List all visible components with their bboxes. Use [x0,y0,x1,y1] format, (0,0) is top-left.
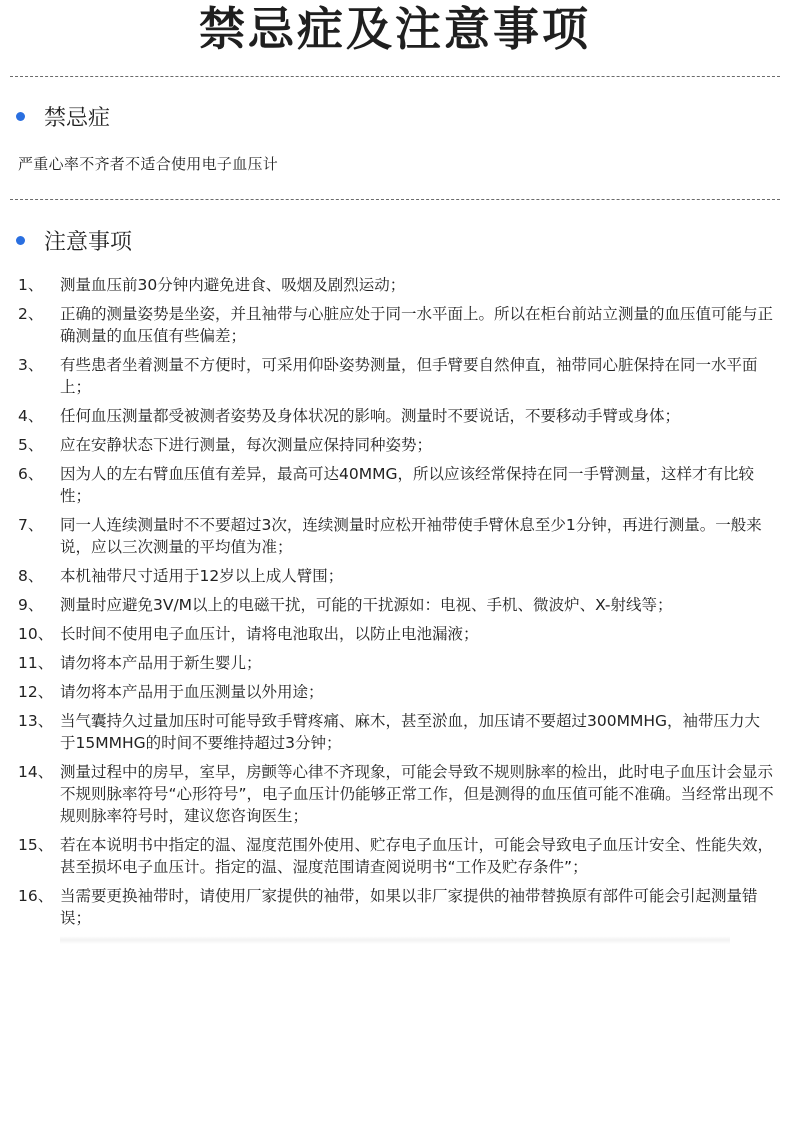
contraindications-text: 严重心率不齐者不适合使用电子血压计 [18,155,279,173]
contraindications-heading: 禁忌症 [44,106,111,131]
item-text: 长时间不使用电子血压计，请将电池取出，以防止电池漏液； [60,625,479,643]
item-text: 应在安静状态下进行测量，每次测量应保持同种姿势； [60,436,433,454]
divider [10,199,780,200]
item-number: 16、 [18,887,54,905]
faded-cutoff-line [60,936,730,944]
list-item [0,885,790,929]
item-number: 13、 [18,712,54,730]
item-text: 当需要更换袖带时，请使用厂家提供的袖带，如果以非厂家提供的袖带替换原有部件可能会引起测量错误； [60,887,758,927]
precautions-list [0,274,790,929]
page-title: 禁忌症及注意事项 [199,2,591,56]
precautions-heading: 注意事项 [44,230,133,255]
list-item [0,594,790,616]
item-text: 有些患者坐着测量不方便时，可采用仰卧姿势测量，但手臂要自然伸直，袖带同心脏保持在同一水平面上； [60,356,758,396]
item-number: 10、 [18,625,54,643]
list-item [0,405,790,427]
item-number: 2、 [18,305,44,323]
list-item [0,565,790,587]
item-text: 本机袖带尺寸适用于12岁以上成人臂围； [60,567,344,585]
list-item [0,834,790,878]
item-text: 当气囊持久过量加压时可能导致手臂疼痛、麻木，甚至淤血，加压请不要超过300MMHG，袖带压力大于15MMHG的时间不要维持超过3分钟； [60,712,761,752]
item-number: 4、 [18,407,44,425]
item-number: 7、 [18,516,44,534]
item-number: 11、 [18,654,54,672]
list-item [0,514,790,558]
item-text: 测量过程中的房早，室早，房颤等心律不齐现象，可能会导致不规则脉率的检出，此时电子血压计会显示不规则脉率符号“心形符号”，电子血压计仍能够正常工作，但是测得的血压值可能不准确。当经常出现不规则脉率符号时，建议您咨询医生； [60,763,774,825]
bullet-dot-icon [16,112,25,121]
item-number: 9、 [18,596,44,614]
list-item [0,761,790,827]
item-number: 5、 [18,436,44,454]
item-text: 测量血压前30分钟内避免进食、吸烟及剧烈运动； [60,276,406,294]
list-item [0,354,790,398]
item-text: 任何血压测量都受被测者姿势及身体状况的影响。测量时不要说话，不要移动手臂或身体； [60,407,681,425]
list-item [0,652,790,674]
list-item [0,274,790,296]
bullet-dot-icon [16,236,25,245]
item-number: 8、 [18,567,44,585]
list-item [0,463,790,507]
item-number: 1、 [18,276,44,294]
list-item [0,303,790,347]
item-text: 测量时应避免3V/M以上的电磁干扰，可能的干扰源如：电视、手机、微波炉、X-射线等； [60,596,673,614]
item-text: 正确的测量姿势是坐姿，并且袖带与心脏应处于同一水平面上。所以在柜台前站立测量的血压值可能与正确测量的血压值有些偏差； [60,305,774,345]
list-item [0,681,790,703]
item-number: 6、 [18,465,44,483]
item-number: 14、 [18,763,54,781]
contraindications-header [16,101,790,132]
list-item [0,434,790,456]
list-item [0,623,790,645]
precautions-header [16,225,790,256]
item-text: 请勿将本产品用于新生婴儿； [60,654,262,672]
item-number: 3、 [18,356,44,374]
list-item [0,710,790,754]
item-text: 若在本说明书中指定的温、湿度范围外使用、贮存电子血压计，可能会导致电子血压计安全、性能失效，甚至损坏电子血压计。指定的温、湿度范围请查阅说明书“工作及贮存条件”； [60,836,774,876]
item-text: 请勿将本产品用于血压测量以外用途； [60,683,324,701]
item-text: 同一人连续测量时不不要超过3次，连续测量时应松开袖带使手臂休息至少1分钟，再进行测量。一般来说，应以三次测量的平均值为准； [60,516,762,556]
item-number: 12、 [18,683,54,701]
item-text: 因为人的左右臂血压值有差异，最高可达40MMG，所以应该经常保持在同一手臂测量，这样才有比较性； [60,465,754,505]
item-number: 15、 [18,836,54,854]
divider [10,76,780,77]
